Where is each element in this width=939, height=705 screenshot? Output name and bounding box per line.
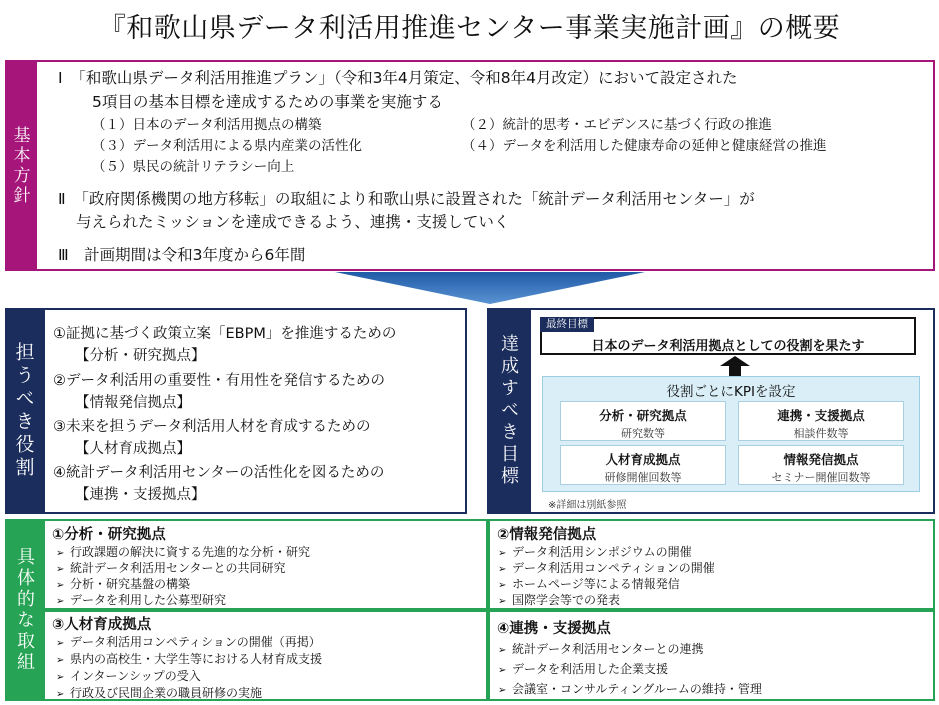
action-heading-cooperation: ④連携・支援拠点: [497, 621, 611, 637]
bullet-icon: ➢: [56, 580, 65, 591]
action-item: ➢ インターンシップの受入: [56, 669, 201, 683]
policy-item2-line1: Ⅱ 「政府関係機関の地方移転」の取組により和歌山県に設置された「統計データ利活用センター」が: [58, 190, 755, 208]
role-line-1: ①証拠に基づく政策立案「EBPM」を推進するための: [53, 326, 397, 342]
action-item: ➢ データを利活用した企業支援: [498, 662, 669, 676]
action-item: ➢ データ利活用コンペティションの開催（再掲）: [56, 635, 321, 649]
role-line-4: 【情報発信拠点】: [75, 395, 191, 411]
bullet-icon: ➢: [56, 672, 65, 683]
bullet-icon: ➢: [498, 564, 507, 575]
kpi-information: [738, 445, 904, 485]
action-item: ➢ 分析・研究基盤の構築: [56, 577, 191, 591]
roles-label-text: 担うべき役割: [12, 342, 35, 480]
roles-label: [5, 308, 43, 514]
bullet-icon: ➢: [56, 689, 65, 700]
role-line-8: 【連携・支援拠点】: [75, 487, 206, 503]
action-item: ➢ 県内の高校生・大学生等における人材育成支援: [56, 652, 323, 666]
policy-label-text: 基本方針: [9, 125, 30, 206]
policy-label: [5, 60, 35, 271]
kpi-cooperation: [738, 401, 904, 441]
bullet-icon: ➢: [498, 580, 507, 591]
kpi-metric: 研修開催回数等: [604, 471, 682, 484]
down-arrow-icon: [335, 272, 645, 304]
note-text: ※詳細は別紙参照: [548, 500, 627, 511]
policy-item1-line2: 5項目の基本目標を達成するための事業を実施する: [92, 93, 443, 111]
policy-item1-line1: Ⅰ 「和歌山県データ利活用推進プラン」（令和3年4月策定、令和8年4月改定）において設定された: [58, 69, 738, 87]
kpi-analysis: [560, 401, 726, 441]
kpi-metric: 相談件数等: [793, 427, 849, 440]
bullet-icon: ➢: [498, 665, 507, 676]
kpi-metric: 研究数等: [621, 427, 665, 440]
goals-label-text: 達成すべき目標: [498, 334, 519, 488]
role-line-7: ④統計データ利活用センターの活性化を図るための: [53, 465, 385, 481]
policy-item2-line2: 与えられたミッションを達成できるよう、連携・支援していく: [76, 213, 510, 231]
action-item: ➢ ホームページ等による情報発信: [498, 577, 680, 591]
role-line-6: 【人材育成拠点】: [75, 441, 191, 457]
kpi-name: 人材育成拠点: [605, 452, 681, 467]
role-line-3: ②データ利活用の重要性・有用性を発信するための: [53, 373, 385, 389]
bullet-icon: ➢: [56, 564, 65, 575]
action-item: ➢ 行政課題の解決に資する先進的な分析・研究: [56, 545, 311, 559]
actions-label: [5, 519, 43, 701]
action-item: ➢ データ利活用シンポジウムの開催: [498, 545, 692, 559]
final-goal-tag: 最終目標: [540, 317, 594, 332]
kpi-training: [560, 445, 726, 485]
bullet-icon: ➢: [498, 685, 507, 696]
action-item: ➢ 国際学会等での発表: [498, 593, 621, 607]
policy-goal-3: （３）データ利活用による県内産業の活性化: [92, 138, 362, 154]
kpi-title: 役割ごとにKPIを設定: [666, 384, 796, 400]
actions-label-text: 具体的な取組: [14, 547, 35, 673]
action-heading-analysis: ①分析・研究拠点: [52, 527, 166, 543]
kpi-name: 情報発信拠点: [783, 452, 859, 467]
action-item: ➢ 統計データ利活用センターとの連携: [498, 642, 704, 656]
action-heading-training: ③人材育成拠点: [52, 617, 152, 633]
page-title: 『和歌山県データ利活用推進センター事業実施計画』の概要: [98, 13, 841, 44]
role-line-2: 【分析・研究拠点】: [75, 348, 206, 364]
action-item: ➢ 統計データ利活用センターとの共同研究: [56, 561, 286, 575]
policy-goal-2: （２）統計的思考・エビデンスに基づく行政の推進: [462, 117, 772, 133]
bullet-icon: ➢: [498, 645, 507, 656]
policy-goal-4: （４）データを利活用した健康寿命の延伸と健康経営の推進: [462, 138, 827, 154]
bullet-icon: ➢: [498, 596, 507, 607]
policy-goal-5: （５）県民の統計リテラシー向上: [92, 159, 295, 175]
bullet-icon: ➢: [56, 596, 65, 607]
goals-label: [487, 308, 529, 514]
role-line-5: ③未来を担うデータ利活用人材を育成するための: [53, 419, 371, 435]
policy-item3: Ⅲ 計画期間は令和3年度から6年間: [58, 246, 306, 264]
action-heading-information: ②情報発信拠点: [497, 527, 597, 543]
action-item: ➢ 会議室・コンサルティングルームの維持・管理: [498, 682, 762, 696]
final-goal-text: 日本のデータ利活用拠点としての役割を果たす: [591, 339, 865, 354]
bullet-icon: ➢: [56, 655, 65, 666]
bullet-icon: ➢: [498, 548, 507, 559]
policy-goal-1: （１）日本のデータ利活用拠点の構築: [92, 117, 322, 133]
bullet-icon: ➢: [56, 548, 65, 559]
action-item: ➢ 行政及び民間企業の職員研修の実施: [56, 686, 263, 700]
action-item: ➢ データを利用した公募型研究: [56, 593, 227, 607]
action-item: ➢ データ利活用コンペティションの開催: [498, 561, 715, 575]
kpi-name: 分析・研究拠点: [599, 408, 687, 423]
kpi-name: 連携・支援拠点: [777, 408, 865, 423]
up-arrow-icon: [720, 356, 750, 376]
bullet-icon: ➢: [56, 638, 65, 649]
kpi-metric: セミナー開催回数等: [771, 471, 871, 484]
